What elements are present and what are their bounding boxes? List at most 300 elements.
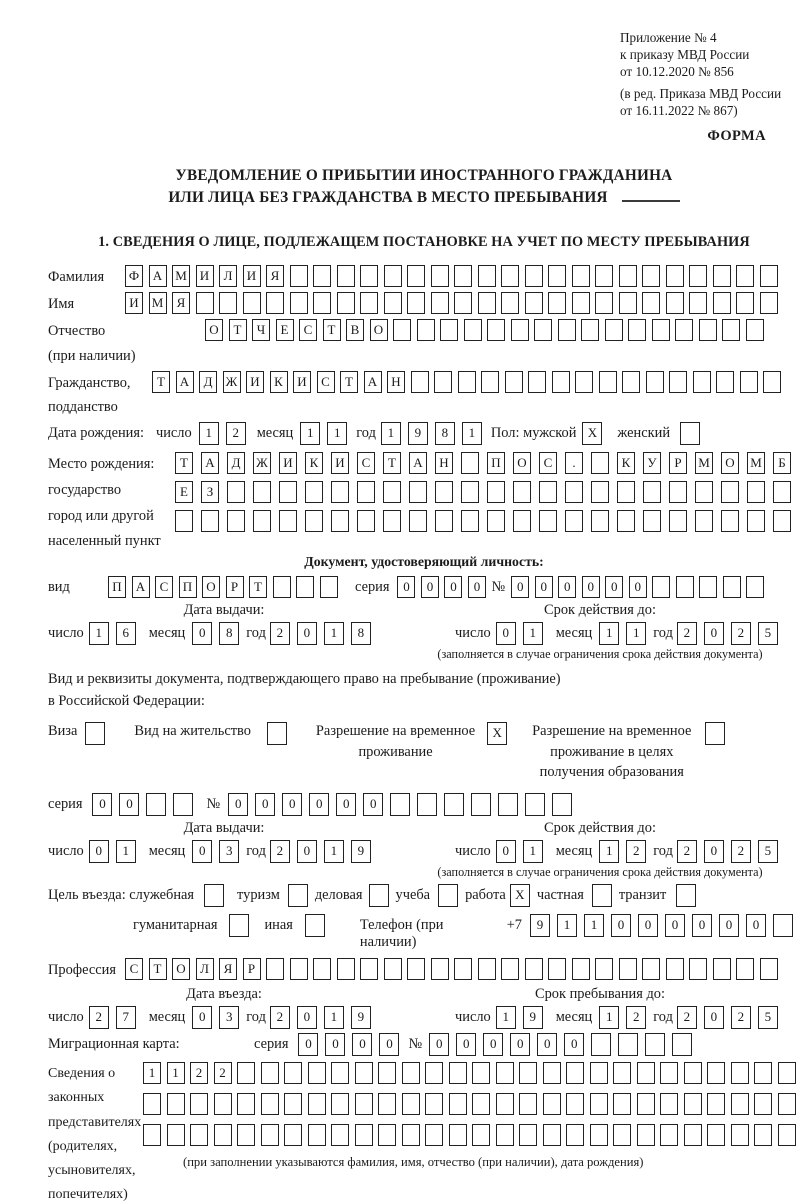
char-cell xyxy=(409,510,427,532)
char-cell xyxy=(214,1124,232,1146)
res-issue-month-cells xyxy=(192,840,246,863)
res-valid-until-head: Срок действия до: xyxy=(544,820,656,837)
char-cell xyxy=(355,1093,373,1115)
day-label: число xyxy=(48,625,84,642)
char-cell xyxy=(519,1093,537,1115)
char-cell xyxy=(760,958,778,980)
char-cell: 0 xyxy=(611,914,631,937)
char-cell xyxy=(637,1062,655,1084)
char-cell: 1 xyxy=(324,840,344,863)
guardians-cell-rows xyxy=(143,1062,800,1170)
char-cell xyxy=(284,1062,302,1084)
char-cell: 0 xyxy=(704,622,724,645)
char-cell: 0 xyxy=(119,793,139,816)
char-cell xyxy=(591,1033,611,1056)
doc-kind-cells xyxy=(108,576,343,598)
char-cell xyxy=(628,319,646,341)
char-cell xyxy=(689,265,707,287)
blank-underline xyxy=(622,200,680,202)
char-cell: 0 xyxy=(704,1006,724,1029)
char-cell xyxy=(227,481,245,503)
char-cell xyxy=(760,265,778,287)
char-cell xyxy=(680,422,700,445)
issue-date-head: Дата выдачи: xyxy=(183,602,265,619)
visa-label: Виза xyxy=(48,722,78,739)
char-cell xyxy=(672,1033,692,1056)
year-label: год xyxy=(653,625,673,642)
char-cell xyxy=(369,884,389,907)
char-cell xyxy=(435,481,453,503)
char-cell: . xyxy=(565,452,583,474)
char-cell: И xyxy=(243,265,261,287)
char-cell xyxy=(642,292,660,314)
char-cell xyxy=(360,292,378,314)
char-cell: О xyxy=(370,319,388,341)
res-series-label: серия xyxy=(48,796,83,813)
char-cell xyxy=(689,958,707,980)
char-cell: 0 xyxy=(325,1033,345,1056)
res-issue-date-head: Дата выдачи: xyxy=(183,820,265,837)
char-cell xyxy=(444,793,464,816)
birth-place-label-line3: город или другой xyxy=(48,507,154,524)
char-cell: А xyxy=(132,576,150,598)
char-cell: Я xyxy=(219,958,237,980)
char-cell xyxy=(146,793,166,816)
issue-month-cells xyxy=(192,622,246,645)
identity-doc-heading: Документ, удостоверяющий личность: xyxy=(304,554,544,570)
entry-year-cells xyxy=(270,1006,378,1029)
stay-until-head: Срок пребывания до: xyxy=(535,986,665,1003)
guardians-cells-1 xyxy=(143,1062,800,1084)
res-valid-month-cells xyxy=(599,840,653,863)
char-cell: 0 xyxy=(483,1033,503,1056)
guardians-label-line6: попечителях) xyxy=(48,1187,128,1203)
char-cell: X xyxy=(487,722,507,745)
char-cell: 1 xyxy=(116,840,136,863)
purpose-transit-checkbox xyxy=(676,884,703,907)
migration-card-label: Миграционная карта: xyxy=(48,1036,180,1053)
res-issue-year-cells xyxy=(270,840,378,863)
char-cell xyxy=(143,1124,161,1146)
char-cell: И xyxy=(331,452,349,474)
birth-year-cells xyxy=(381,422,489,445)
char-cell: Я xyxy=(172,292,190,314)
patronymic-cells xyxy=(205,319,769,341)
char-cell: 0 xyxy=(421,576,439,598)
char-cell xyxy=(505,371,523,393)
char-cell xyxy=(660,1062,678,1084)
char-cell: 0 xyxy=(297,622,317,645)
char-cell xyxy=(736,292,754,314)
char-cell xyxy=(407,265,425,287)
char-cell: Л xyxy=(219,265,237,287)
char-cell xyxy=(722,319,740,341)
char-cell: 0 xyxy=(92,793,112,816)
res-valid-year-cells xyxy=(677,840,785,863)
char-cell: 0 xyxy=(719,914,739,937)
profession-row xyxy=(48,958,800,980)
char-cell xyxy=(539,510,557,532)
char-cell xyxy=(378,1124,396,1146)
char-cell: Д xyxy=(199,371,217,393)
residence-permit-label: Вид на жительство xyxy=(134,722,251,739)
char-cell xyxy=(773,481,791,503)
char-cell xyxy=(201,510,219,532)
char-cell: 0 xyxy=(192,840,212,863)
char-cell xyxy=(331,481,349,503)
char-cell xyxy=(548,265,566,287)
char-cell xyxy=(595,958,613,980)
profession-label: Профессия xyxy=(48,962,116,979)
sex-male-label: Пол: мужской xyxy=(490,425,577,442)
res-number-cells xyxy=(228,793,579,816)
char-cell xyxy=(204,884,224,907)
char-cell xyxy=(331,510,349,532)
purpose-private-label: частная xyxy=(536,887,584,904)
char-cell xyxy=(478,958,496,980)
char-cell xyxy=(279,510,297,532)
valid-year-cells xyxy=(677,622,785,645)
char-cell xyxy=(308,1124,326,1146)
char-cell xyxy=(305,914,325,937)
char-cell xyxy=(487,481,505,503)
char-cell: Ж xyxy=(253,452,271,474)
entry-day-cells xyxy=(89,1006,143,1029)
char-cell xyxy=(723,576,741,598)
citizenship-label-line2: подданство xyxy=(48,399,118,416)
char-cell xyxy=(308,1093,326,1115)
rvp-checkbox xyxy=(487,721,514,745)
char-cell xyxy=(331,1124,349,1146)
char-cell xyxy=(778,1124,796,1146)
char-cell xyxy=(435,510,453,532)
birth-month-cells xyxy=(300,422,354,445)
char-cell xyxy=(605,319,623,341)
char-cell: 7 xyxy=(116,1006,136,1029)
char-cell xyxy=(464,319,482,341)
char-cell: С xyxy=(317,371,335,393)
char-cell xyxy=(695,510,713,532)
char-cell xyxy=(534,319,552,341)
char-cell xyxy=(378,1062,396,1084)
char-cell xyxy=(425,1093,443,1115)
birth-date-label: Дата рождения: xyxy=(48,425,144,442)
doc-kind-label: вид xyxy=(48,579,70,596)
stay-until-col xyxy=(400,986,800,1029)
guardians-label-line3: представителях xyxy=(48,1114,142,1130)
char-cell: А xyxy=(409,452,427,474)
char-cell xyxy=(707,1124,725,1146)
char-cell: 2 xyxy=(731,622,751,645)
char-cell xyxy=(237,1093,255,1115)
char-cell xyxy=(267,722,287,745)
char-cell xyxy=(645,1033,665,1056)
char-cell: Л xyxy=(196,958,214,980)
char-cell xyxy=(566,1062,584,1084)
day-label: число xyxy=(48,1009,84,1026)
entry-purpose-row xyxy=(48,884,800,907)
char-cell: С xyxy=(539,452,557,474)
birth-place-label-line2: государство xyxy=(48,481,122,498)
char-cell xyxy=(618,1033,638,1056)
char-cell: 9 xyxy=(530,914,550,937)
char-cell xyxy=(402,1124,420,1146)
char-cell xyxy=(747,510,765,532)
char-cell: 2 xyxy=(731,840,751,863)
char-cell xyxy=(619,265,637,287)
char-cell xyxy=(237,1062,255,1084)
char-cell: 0 xyxy=(255,793,275,816)
char-cell xyxy=(572,958,590,980)
guardians-cells-3 xyxy=(143,1124,800,1146)
sex-male-checkbox xyxy=(582,422,609,445)
char-cell xyxy=(713,265,731,287)
char-cell xyxy=(438,884,458,907)
char-cell: 0 xyxy=(496,622,516,645)
entry-purpose-row2 xyxy=(133,914,800,951)
char-cell: П xyxy=(108,576,126,598)
res-issue-date-col xyxy=(48,820,400,880)
issue-date-col xyxy=(48,602,400,662)
char-cell xyxy=(288,884,308,907)
char-cell: 0 xyxy=(298,1033,318,1056)
char-cell xyxy=(290,292,308,314)
char-cell xyxy=(619,292,637,314)
char-cell xyxy=(360,958,378,980)
char-cell: 8 xyxy=(435,422,455,445)
char-cell xyxy=(284,1093,302,1115)
birth-place-cells-2 xyxy=(175,481,799,503)
res-valid-until-col xyxy=(400,820,800,880)
char-cell xyxy=(525,793,545,816)
form-title-line1: УВЕДОМЛЕНИЕ О ПРИБЫТИИ ИНОСТРАННОГО ГРАЖДАНИНА xyxy=(175,167,673,185)
year-label: год xyxy=(246,625,266,642)
char-cell: К xyxy=(617,452,635,474)
res-series-cells xyxy=(92,793,200,816)
char-cell xyxy=(693,371,711,393)
char-cell: С xyxy=(125,958,143,980)
char-cell xyxy=(581,319,599,341)
valid-until-col xyxy=(400,602,800,662)
char-cell: И xyxy=(125,292,143,314)
valid-until-line xyxy=(455,622,800,645)
char-cell xyxy=(599,371,617,393)
char-cell xyxy=(449,1062,467,1084)
entry-date-head: Дата въезда: xyxy=(186,986,262,1003)
char-cell xyxy=(699,576,717,598)
char-cell xyxy=(619,958,637,980)
valid-month-cells xyxy=(599,622,653,645)
char-cell: М xyxy=(747,452,765,474)
char-cell xyxy=(407,958,425,980)
doc-number-cells xyxy=(511,576,770,598)
char-cell xyxy=(196,292,214,314)
char-cell xyxy=(731,1093,749,1115)
char-cell: 2 xyxy=(626,1006,646,1029)
rvp-edu-label xyxy=(532,721,691,784)
form-word: ФОРМА xyxy=(707,128,766,145)
char-cell xyxy=(237,1124,255,1146)
char-cell xyxy=(590,1062,608,1084)
annex-line: к приказу МВД России xyxy=(620,46,750,62)
char-cell xyxy=(498,793,518,816)
char-cell xyxy=(528,371,546,393)
entry-stay-dates xyxy=(48,986,800,1029)
char-cell xyxy=(440,319,458,341)
char-cell: С xyxy=(299,319,317,341)
annex-amendment-line: (в ред. Приказа МВД России xyxy=(620,85,782,101)
char-cell xyxy=(684,1062,702,1084)
char-cell xyxy=(590,1093,608,1115)
char-cell xyxy=(637,1093,655,1115)
char-cell: З xyxy=(201,481,219,503)
char-cell xyxy=(383,481,401,503)
purpose-humanitarian-checkbox xyxy=(229,914,256,937)
char-cell: 5 xyxy=(758,622,778,645)
char-cell xyxy=(402,1093,420,1115)
char-cell xyxy=(290,265,308,287)
char-cell xyxy=(501,292,519,314)
given-name-row xyxy=(48,292,800,314)
char-cell: X xyxy=(582,422,602,445)
char-cell xyxy=(519,1124,537,1146)
char-cell xyxy=(434,371,452,393)
char-cell: Р xyxy=(226,576,244,598)
char-cell xyxy=(266,958,284,980)
char-cell: 0 xyxy=(511,576,529,598)
char-cell xyxy=(713,958,731,980)
char-cell: 2 xyxy=(270,1006,290,1029)
char-cell xyxy=(669,371,687,393)
char-cell xyxy=(417,319,435,341)
char-cell xyxy=(731,1124,749,1146)
char-cell: 0 xyxy=(629,576,647,598)
char-cell: О xyxy=(721,452,739,474)
birth-place-cell-rows xyxy=(175,452,799,532)
visa-checkbox xyxy=(85,721,112,745)
phone-cells xyxy=(530,914,800,937)
rvp-edu-label-line2: проживание в целях xyxy=(550,743,674,760)
stay-month-cells xyxy=(599,1006,653,1029)
char-cell xyxy=(652,576,670,598)
rvp-edu-label-line1: Разрешение на временное xyxy=(532,722,692,739)
char-cell xyxy=(778,1062,796,1084)
char-cell: 1 xyxy=(381,422,401,445)
char-cell xyxy=(481,371,499,393)
entry-date-line xyxy=(48,1006,400,1029)
birth-place-label xyxy=(48,452,175,551)
char-cell xyxy=(227,510,245,532)
char-cell xyxy=(543,1062,561,1084)
char-cell xyxy=(431,958,449,980)
char-cell xyxy=(511,319,529,341)
char-cell xyxy=(253,481,271,503)
char-cell: И xyxy=(279,452,297,474)
char-cell xyxy=(552,371,570,393)
char-cell: Я xyxy=(266,265,284,287)
char-cell xyxy=(417,793,437,816)
char-cell xyxy=(669,481,687,503)
char-cell xyxy=(261,1124,279,1146)
char-cell xyxy=(357,481,375,503)
res-number-label: № xyxy=(206,796,221,813)
char-cell: 9 xyxy=(351,840,371,863)
char-cell xyxy=(266,292,284,314)
purpose-private-checkbox xyxy=(592,884,619,907)
char-cell: 2 xyxy=(626,840,646,863)
residence-doc-series-row xyxy=(48,793,800,816)
patronymic-row xyxy=(48,319,800,365)
char-cell xyxy=(454,265,472,287)
char-cell xyxy=(261,1093,279,1115)
char-cell xyxy=(173,793,193,816)
issue-year-cells xyxy=(270,622,378,645)
char-cell xyxy=(331,1093,349,1115)
char-cell xyxy=(652,319,670,341)
rvp-label-line1: Разрешение на временное xyxy=(315,722,476,739)
doc-series-label: серия xyxy=(355,579,390,596)
char-cell: 1 xyxy=(143,1062,161,1084)
char-cell xyxy=(740,371,758,393)
purpose-business-label: деловая xyxy=(314,887,363,904)
char-cell xyxy=(552,793,572,816)
guardians-row xyxy=(48,1062,800,1204)
patronymic-label-line2: (при наличии) xyxy=(48,347,136,364)
char-cell xyxy=(501,958,519,980)
char-cell: П xyxy=(487,452,505,474)
char-cell xyxy=(754,1093,772,1115)
char-cell: 9 xyxy=(523,1006,543,1029)
char-cell xyxy=(320,576,338,598)
char-cell xyxy=(85,722,105,745)
char-cell: 2 xyxy=(677,840,697,863)
limit-note: (заполняется в случае ограничения срока действия документа) xyxy=(437,865,763,880)
annex-line: Приложение № 4 xyxy=(620,30,717,45)
char-cell xyxy=(572,265,590,287)
char-cell xyxy=(454,292,472,314)
char-cell xyxy=(575,371,593,393)
char-cell xyxy=(190,1093,208,1115)
char-cell: 0 xyxy=(444,576,462,598)
purpose-study-label: учеба xyxy=(395,887,431,904)
month-label: месяц xyxy=(555,843,593,860)
char-cell: 0 xyxy=(468,576,486,598)
char-cell xyxy=(707,1093,725,1115)
char-cell xyxy=(643,481,661,503)
residence-doc-line1: Вид и реквизиты документа, подтверждающего право на пребывание (проживание) xyxy=(48,671,561,688)
char-cell xyxy=(595,265,613,287)
char-cell: 1 xyxy=(300,422,320,445)
char-cell: Т xyxy=(323,319,341,341)
birth-place-cells-1 xyxy=(175,452,799,474)
purpose-other-label: иная xyxy=(264,917,293,934)
char-cell: 0 xyxy=(89,840,109,863)
char-cell: 9 xyxy=(351,1006,371,1029)
char-cell xyxy=(666,265,684,287)
stay-year-cells xyxy=(677,1006,785,1029)
char-cell xyxy=(461,481,479,503)
identity-doc-row xyxy=(48,576,800,598)
char-cell xyxy=(214,1093,232,1115)
char-cell: 1 xyxy=(89,622,109,645)
char-cell xyxy=(496,1124,514,1146)
char-cell: 0 xyxy=(352,1033,372,1056)
char-cell: А xyxy=(201,452,219,474)
char-cell xyxy=(591,481,609,503)
char-cell xyxy=(525,265,543,287)
char-cell: 0 xyxy=(510,1033,530,1056)
char-cell: 0 xyxy=(379,1033,399,1056)
